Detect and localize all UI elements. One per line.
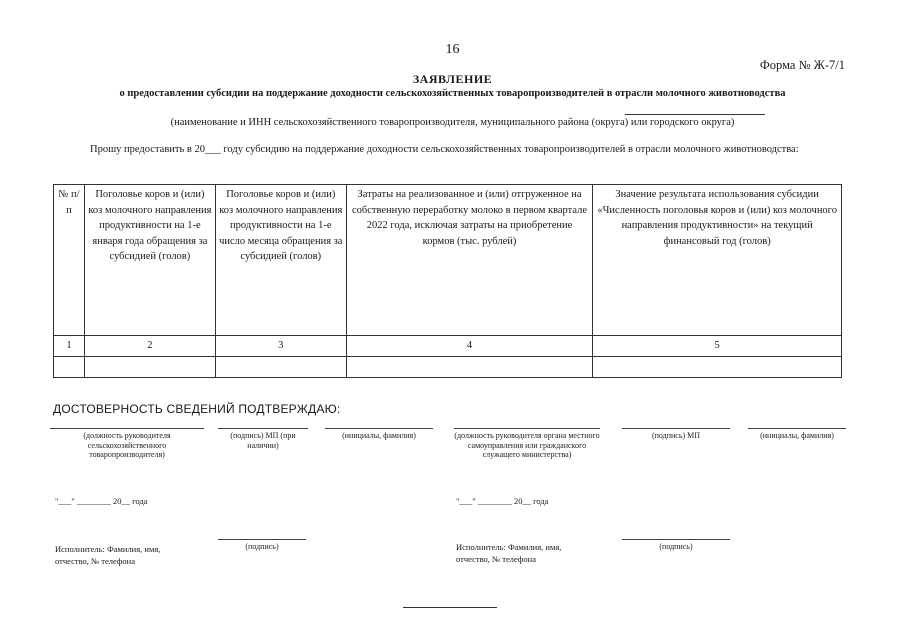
form-number: Форма № Ж-7/1 [759, 58, 845, 72]
right-date-line: "___" ________ 20__ года [456, 496, 549, 506]
left-date-line: "___" ________ 20__ года [55, 496, 148, 506]
left-signature-line [218, 428, 308, 429]
left-position-line [50, 428, 204, 429]
table-row-data [54, 357, 842, 378]
left-initials-line [325, 428, 433, 429]
applicant-name-line [625, 114, 765, 115]
left-executor-signature-line [218, 539, 306, 540]
document-title: ЗАЯВЛЕНИЕ [412, 72, 493, 86]
right-initials-line [748, 428, 846, 429]
header-cell-result-value: Значение результата использования субсидии «Численность поголовья коров и (или) коз молочного направления продуктивности» на текущий финансовый год (голов) [593, 185, 842, 336]
applicant-caption: (наименование и ИНН сельскохозяйственного товаропроизводителя, муниципального района (округа) или городского округа) [170, 117, 735, 128]
data-cell[interactable] [593, 357, 842, 378]
request-text: Прошу предоставить в 20___ году субсидию на поддержание доходности сельскохозяйственных товаропроизводителей в отрасли молочного животноводства: [90, 144, 799, 155]
header-cell-herd-month: Поголовье коров и (или) коз молочного направления продуктивности на 1-е число месяца обращения за субсидией (голов) [215, 185, 346, 336]
header-cell-milk-costs: Затраты на реализованное и (или) отгруженное на собственную переработку молоко в первом квартале 2022 года, исключая затраты на приобретение кормов (тыс. рублей) [346, 185, 593, 336]
left-position-caption: (должность руководителя сельскохозяйственного товаропроизводителя) [83, 431, 171, 459]
column-number-cell: 3 [215, 336, 346, 357]
right-position-line [454, 428, 600, 429]
data-cell[interactable] [215, 357, 346, 378]
right-executor: Исполнитель: Фамилия, имя, отчество, № телефона [456, 542, 562, 564]
data-cell[interactable] [84, 357, 215, 378]
right-position-caption: (должность руководителя органа местного самоуправления или гражданского служащего министерства) [454, 431, 600, 459]
column-number-cell: 4 [346, 336, 593, 357]
table-row-column-numbers [54, 336, 842, 357]
left-executor: Исполнитель: Фамилия, имя, отчество, № телефона [55, 544, 161, 566]
table-header-row [54, 185, 842, 336]
left-signature-caption: (подпись) МП (при наличии) [230, 431, 296, 450]
left-executor-signature-caption: (подпись) [245, 542, 279, 551]
right-initials-caption: (инициалы, фамилия) [760, 431, 834, 440]
document-subtitle: о предоставлении субсидии на поддержание доходности сельскохозяйственных товаропроизводителей в отрасли молочного животноводства [119, 88, 786, 99]
data-cell[interactable] [54, 357, 85, 378]
column-number-cell: 2 [84, 336, 215, 357]
header-cell-number: № п/п [54, 185, 85, 336]
right-executor-signature-caption: (подпись) [659, 542, 693, 551]
header-cell-herd-january: Поголовье коров и (или) коз молочного направления продуктивности на 1-е января года обращения за субсидией (голов) [84, 185, 215, 336]
subsidy-table [53, 184, 842, 378]
confirm-heading: ДОСТОВЕРНОСТЬ СВЕДЕНИЙ ПОДТВЕРЖДАЮ: [53, 402, 341, 416]
right-signature-caption: (подпись) МП [651, 431, 701, 440]
column-number-cell: 5 [593, 336, 842, 357]
data-cell[interactable] [346, 357, 593, 378]
footnote-separator [403, 607, 497, 608]
left-initials-caption: (инициалы, фамилия) [342, 431, 416, 440]
page-number: 16 [445, 42, 460, 57]
right-signature-line [622, 428, 730, 429]
column-number-cell: 1 [54, 336, 85, 357]
right-executor-signature-line [622, 539, 730, 540]
